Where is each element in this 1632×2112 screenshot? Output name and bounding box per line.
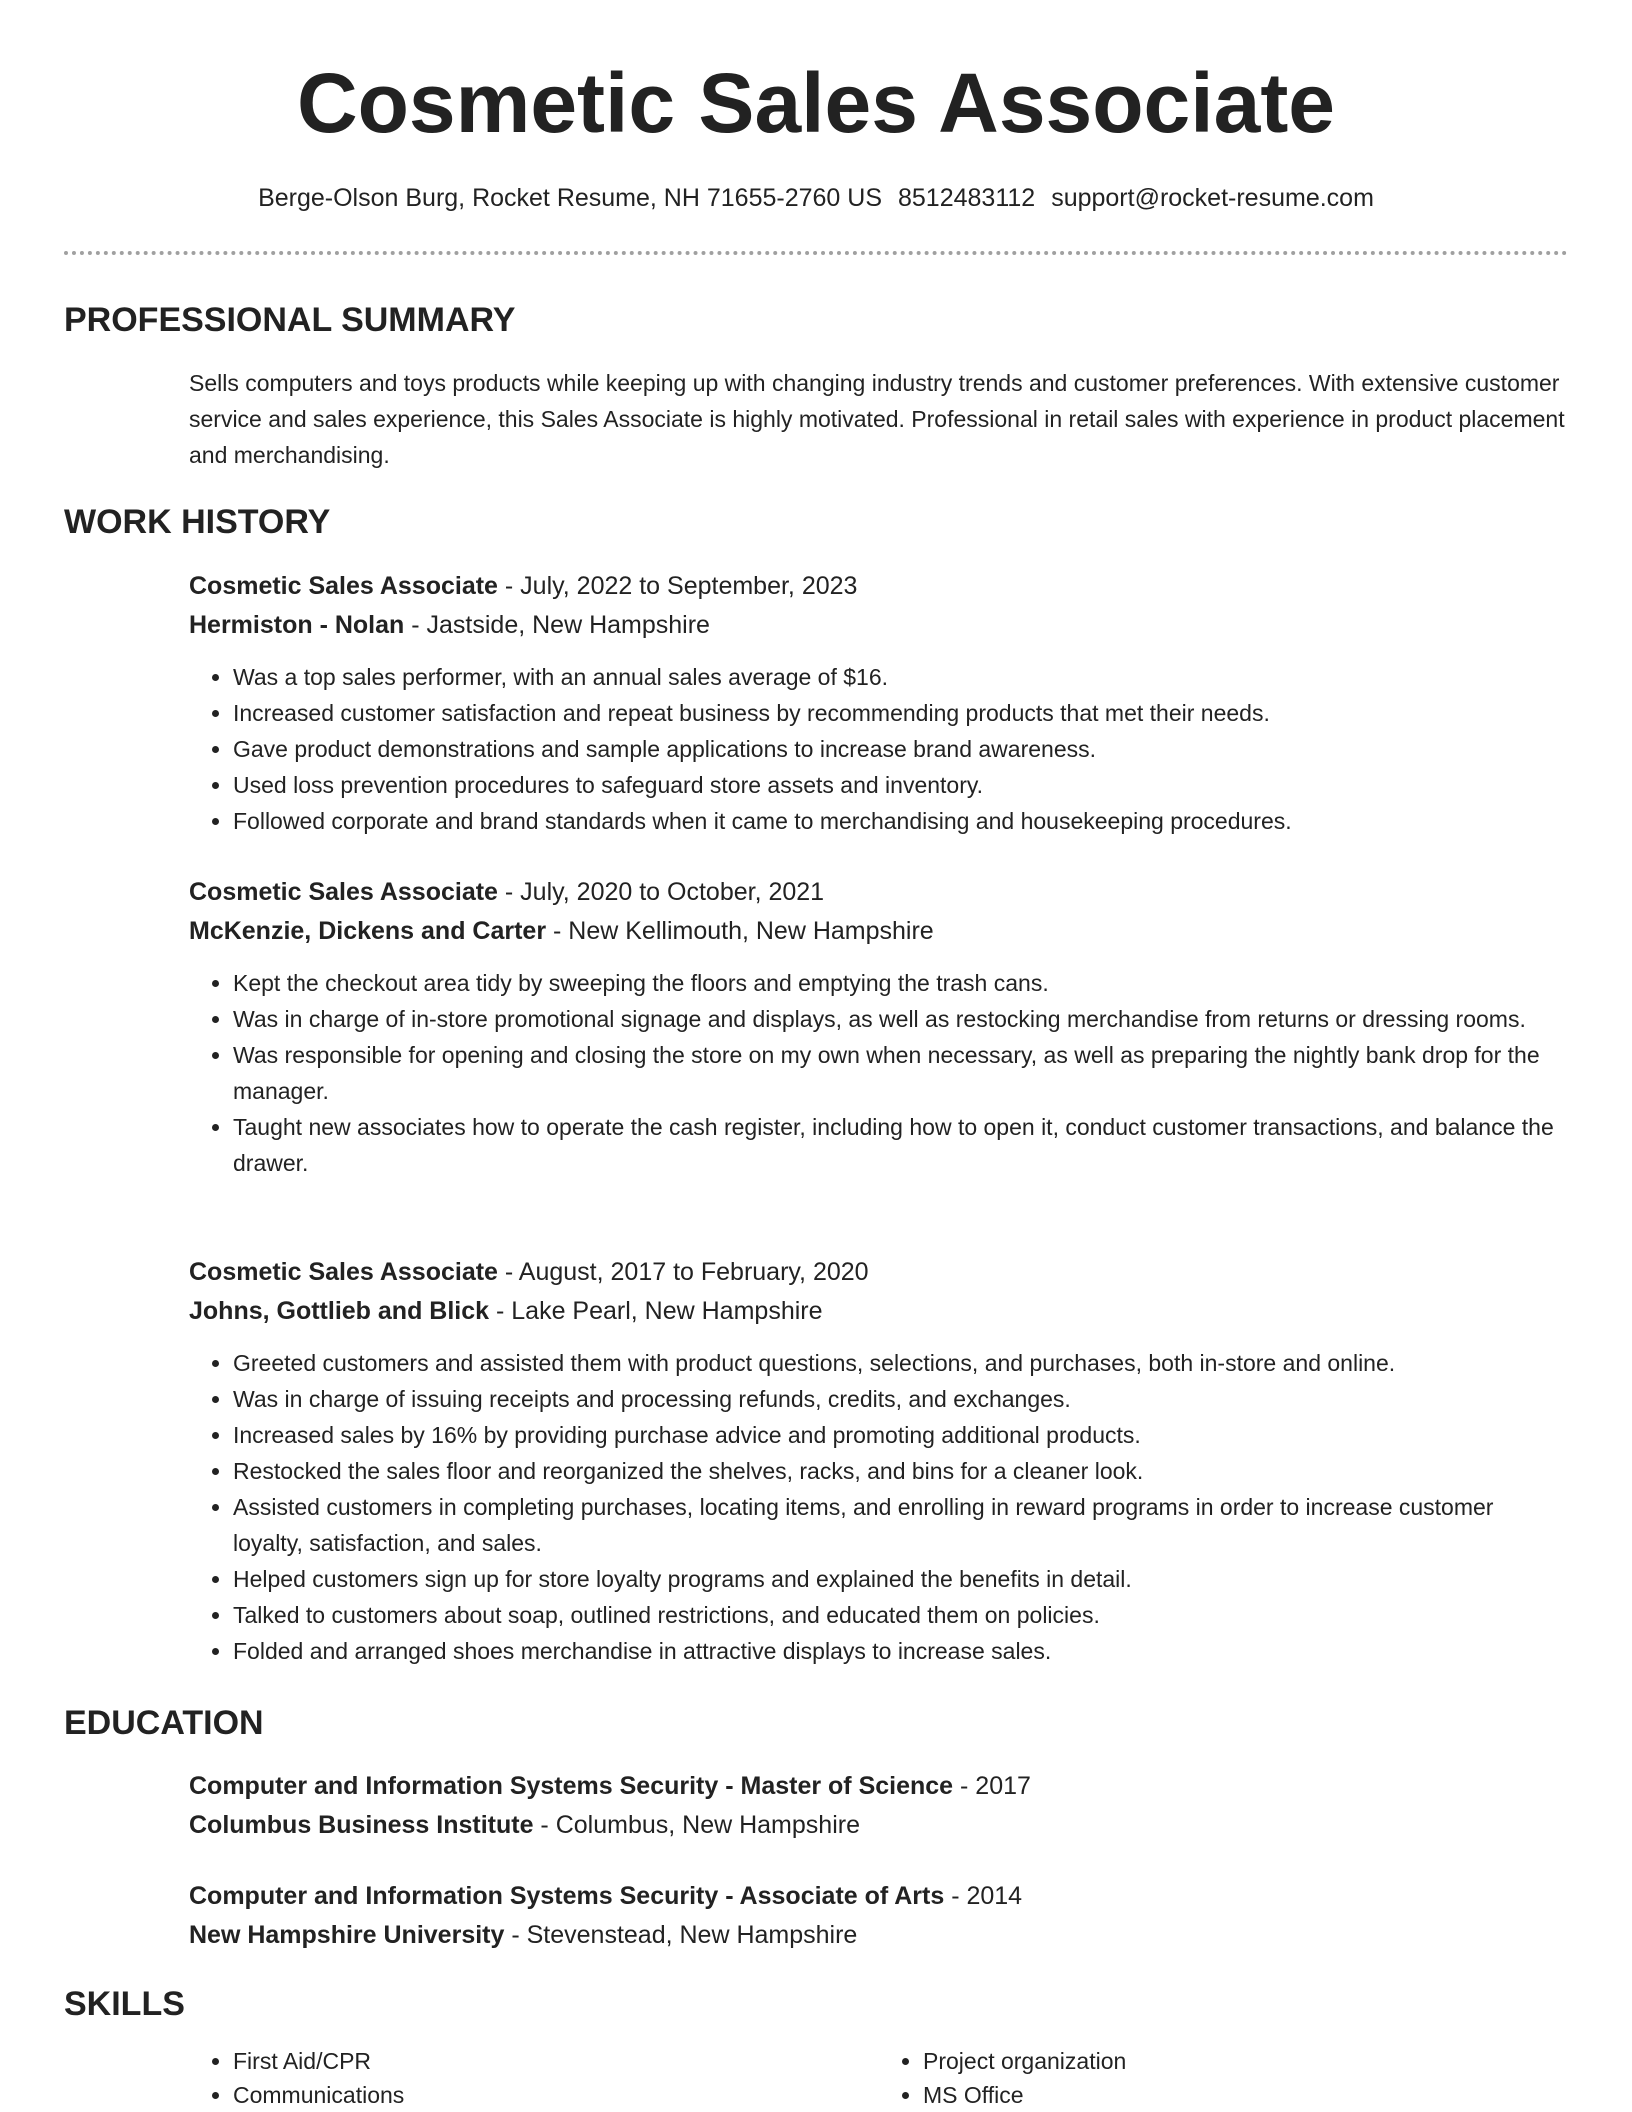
job-bullets bbox=[189, 1345, 1569, 1669]
education-degree: Computer and Information Systems Security - Master of Science bbox=[189, 1772, 954, 1800]
summary-text: Sells computers and toys products while keeping up with changing industry trends and customer preferences. With extensive customer service and sales experience, this Sales Associate is highly motivated. Professional in retail sales with experience in product placement and merchandising. bbox=[189, 370, 1565, 468]
education-location: - Stevenstead, New Hampshire bbox=[504, 1921, 858, 1949]
bullet-item: • Taught new associates how to operate the cash register, including how to open it, conduct customer transactions, and balance the drawer. bbox=[233, 1109, 1569, 1181]
skills-list-right bbox=[879, 2044, 1569, 2112]
education-school: Columbus Business Institute bbox=[189, 1811, 534, 1839]
job-dates: - July, 2020 to October, 2021 bbox=[497, 878, 825, 906]
resume-name: Cosmetic Sales Associate bbox=[296, 56, 1336, 150]
job-title: Cosmetic Sales Associate bbox=[189, 572, 498, 600]
job-entry bbox=[189, 873, 1569, 1181]
job-location: - Jastside, New Hampshire bbox=[404, 611, 710, 639]
bullet-item: • Folded and arranged shoes merchandise in attractive displays to increase sales. bbox=[233, 1633, 1569, 1669]
skill-item: • Communications bbox=[233, 2078, 879, 2112]
bullet-item: • Was responsible for opening and closing the store on my own when necessary, as well as preparing the nightly bank drop for the manager. bbox=[233, 1037, 1569, 1109]
skills-block bbox=[189, 2044, 1569, 2112]
contact-phone: 8512483112 bbox=[898, 184, 1036, 212]
bullet-item: • Greeted customers and assisted them with product questions, selections, and purchases, both in-store and online. bbox=[233, 1345, 1569, 1381]
section-title-summary: PROFESSIONAL SUMMARY bbox=[64, 301, 516, 339]
contact-address: Berge-Olson Burg, Rocket Resume, NH 71655-2760 US bbox=[258, 184, 882, 212]
bullet-item: • Was a top sales performer, with an annual sales average of $16. bbox=[233, 659, 1569, 695]
job-dates: - August, 2017 to February, 2020 bbox=[497, 1258, 869, 1286]
job-title: Cosmetic Sales Associate bbox=[189, 878, 498, 906]
skills-list-left bbox=[189, 2044, 879, 2112]
job-bullets bbox=[189, 965, 1569, 1181]
job-entry bbox=[189, 567, 1569, 839]
summary-block bbox=[189, 365, 1569, 473]
job-title-line bbox=[189, 1253, 1569, 1292]
bullet-item: • Kept the checkout area tidy by sweeping the floors and emptying the trash cans. bbox=[233, 965, 1569, 1001]
education-year: - 2017 bbox=[953, 1772, 1031, 1800]
bullet-item: • Followed corporate and brand standards when it came to merchandising and housekeeping procedures. bbox=[233, 803, 1569, 839]
bullet-item: • Was in charge of in-store promotional signage and displays, as well as restocking merchandise from returns or dressing rooms. bbox=[233, 1001, 1569, 1037]
section-title-work: WORK HISTORY bbox=[64, 503, 331, 541]
section-title-skills: SKILLS bbox=[64, 1985, 185, 2023]
bullet-item: • Gave product demonstrations and sample applications to increase brand awareness. bbox=[233, 731, 1569, 767]
education-school-line bbox=[189, 1916, 1569, 1955]
job-company-line bbox=[189, 912, 1569, 951]
education-school: New Hampshire University bbox=[189, 1921, 505, 1949]
education-year: - 2014 bbox=[944, 1882, 1023, 1910]
contact-email: support@rocket-resume.com bbox=[1051, 184, 1374, 212]
bullet-item: • Assisted customers in completing purchases, locating items, and enrolling in reward programs in order to increase customer loyalty, satisfaction, and sales. bbox=[233, 1489, 1569, 1561]
skill-item: • Project organization bbox=[923, 2044, 1569, 2078]
job-title-line bbox=[189, 567, 1569, 606]
job-company: Johns, Gottlieb and Blick bbox=[189, 1297, 490, 1325]
job-bullets bbox=[189, 659, 1569, 839]
job-title-line bbox=[189, 873, 1569, 912]
education-location: - Columbus, New Hampshire bbox=[533, 1811, 860, 1839]
bullet-item: • Used loss prevention procedures to safeguard store assets and inventory. bbox=[233, 767, 1569, 803]
skill-item: • First Aid/CPR bbox=[233, 2044, 879, 2078]
bullet-item: • Increased customer satisfaction and repeat business by recommending products that met their needs. bbox=[233, 695, 1569, 731]
job-company-line bbox=[189, 606, 1569, 645]
skill-item: • MS Office bbox=[923, 2078, 1569, 2112]
job-company: Hermiston - Nolan bbox=[189, 611, 405, 639]
job-location: - New Kellimouth, New Hampshire bbox=[546, 917, 934, 945]
job-company: McKenzie, Dickens and Carter bbox=[189, 917, 547, 945]
job-dates: - July, 2022 to September, 2023 bbox=[497, 572, 858, 600]
contact-line bbox=[0, 180, 1632, 216]
bullet-item: • Helped customers sign up for store loyalty programs and explained the benefits in detail. bbox=[233, 1561, 1569, 1597]
section-title-education: EDUCATION bbox=[64, 1704, 264, 1742]
bullet-item: • Restocked the sales floor and reorganized the shelves, racks, and bins for a cleaner look. bbox=[233, 1453, 1569, 1489]
education-entry bbox=[189, 1767, 1569, 1845]
job-entry bbox=[189, 1253, 1569, 1669]
bullet-item: • Talked to customers about soap, outlined restrictions, and educated them on policies. bbox=[233, 1597, 1569, 1633]
education-entry bbox=[189, 1877, 1569, 1955]
education-school-line bbox=[189, 1806, 1569, 1845]
job-company-line bbox=[189, 1292, 1569, 1331]
education-degree-line bbox=[189, 1877, 1569, 1916]
job-location: - Lake Pearl, New Hampshire bbox=[489, 1297, 823, 1325]
header-divider bbox=[64, 251, 1568, 255]
job-title: Cosmetic Sales Associate bbox=[189, 1258, 498, 1286]
bullet-item: • Increased sales by 16% by providing purchase advice and promoting additional products. bbox=[233, 1417, 1569, 1453]
education-degree: Computer and Information Systems Security - Associate of Arts bbox=[189, 1882, 945, 1910]
education-degree-line bbox=[189, 1767, 1569, 1806]
bullet-item: • Was in charge of issuing receipts and processing refunds, credits, and exchanges. bbox=[233, 1381, 1569, 1417]
